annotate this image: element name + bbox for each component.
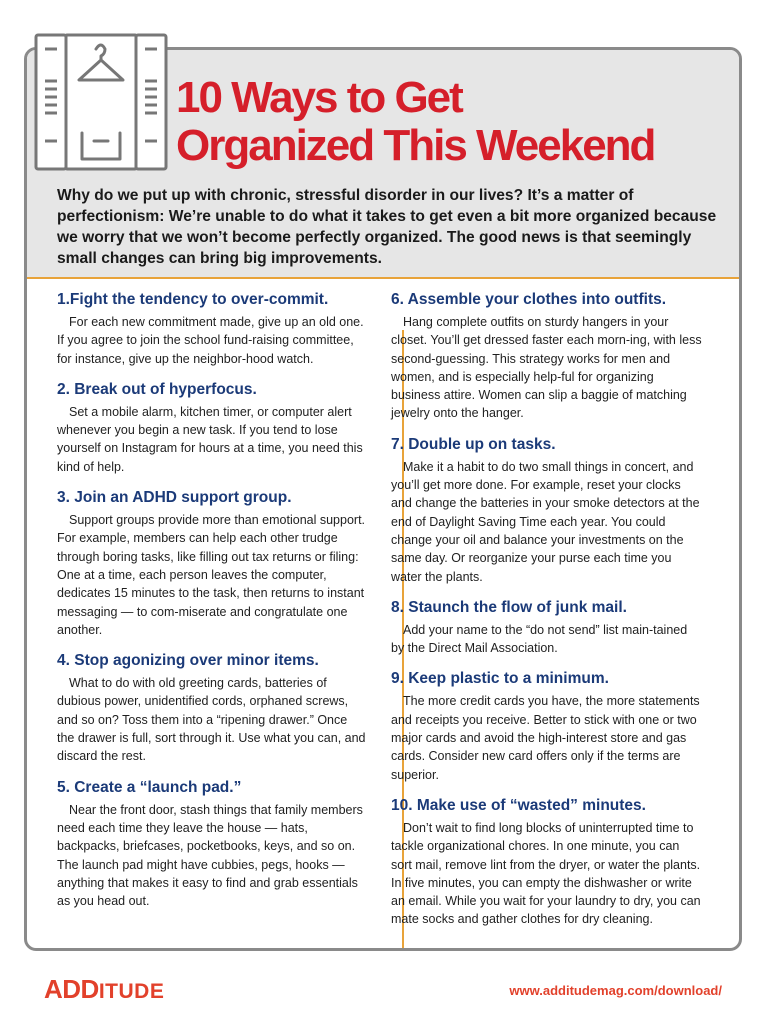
tip-heading: 8. Staunch the flow of junk mail. <box>391 598 627 616</box>
tip-7 <box>391 435 703 586</box>
tip-heading: 1.Fight the tendency to over-commit. <box>57 291 329 308</box>
logo-big: ADD <box>44 974 99 1004</box>
tip-10 <box>391 796 703 929</box>
closet-hanger-icon <box>34 31 168 171</box>
tip-body: Support groups provide more than emotional support. For example, members can help each other trudge through boring tasks, like filling out tax returns or filing: One at a time, each person leaves the computer, dedicates 15 minutes to the task, then returns to instant messaging — to com-miserate and congratulate one another. <box>57 513 366 637</box>
tip-heading: 2. Break out of hyperfocus. <box>57 380 257 398</box>
tip-body: The more credit cards you have, the more statements and receipts you receive. Better to stick with one or two major cards and avoid the high-interest store and gas cards. Consider new card offers only if the terms are superior. <box>391 694 700 782</box>
download-url-link[interactable]: www.additudemag.com/download/ <box>509 983 722 998</box>
tip-body: Make it a habit to do two small things in concert, and you’ll get more done. For example, reset your clocks and change the batteries in your smoke detectors at the end of Daylight Saving Time each year. You could change your oil and balance your investments on the same day. Or reorganize your purse each time you water the plants. <box>391 459 700 584</box>
title-line-2: Organized This Weekend <box>176 121 655 170</box>
right-column <box>391 290 703 941</box>
tip-body: Don’t wait to find long blocks of uninterrupted time to tackle organizational chores. In one minute, you can sort mail, remove lint from the dryer, or water the plants. In five minutes, you can empty the dishwasher or write an email. While you wait for your laundry to dry, you can mate socks and gather clothes for dry cleaning. <box>391 820 701 927</box>
tip-body: Add your name to the “do not send” list main-tained by the Direct Mail Association. <box>391 622 688 656</box>
tip-heading: 10. Make use of “wasted” minutes. <box>391 796 646 814</box>
tip-8 <box>391 598 703 658</box>
tip-heading: 4. Stop agonizing over minor items. <box>57 652 319 670</box>
additude-logo <box>44 974 164 1007</box>
tip-5 <box>57 778 367 911</box>
tip-body: For each new commitment made, give up an old one. If you agree to join the school fund-raising committee, for instance, give up the neighbor-hood watch. <box>57 315 364 366</box>
intro-paragraph: Why do we put up with chronic, stressful disorder in our lives? It’s a matter of perfectionism: We’re unable to do what it takes to get even a bit more organized because we worry that we won’t become perfectly organized. The good news is that seemingly small changes can bring big improvements. <box>57 187 717 267</box>
page-title <box>176 74 654 170</box>
tip-2 <box>57 380 367 476</box>
tip-3 <box>57 488 367 639</box>
tip-4 <box>57 651 367 765</box>
tip-heading: 7. Double up on tasks. <box>391 435 556 453</box>
tip-1 <box>57 290 367 368</box>
tip-heading: 3. Join an ADHD support group. <box>57 489 292 507</box>
tip-9 <box>391 669 703 783</box>
tip-body: What to do with old greeting cards, batteries of dubious power, unidentified cords, orphaned screws, and so on? Toss them into a “ripening drawer.” Once the drawer is full, sort through it. Use what you can, and discard the rest. <box>57 676 366 764</box>
tip-6 <box>391 290 703 423</box>
tip-heading: 9. Keep plastic to a minimum. <box>391 670 609 688</box>
tip-body: Hang complete outfits on sturdy hangers in your closet. You’ll get dressed faster each morn-ing, with less second-guessing. This strategy works for men and women, and is especially help-ful for organizing business attire. Women can slip a baggie of matching jewelry onto the hanger. <box>391 315 702 421</box>
tip-heading: 5. Create a “launch pad.” <box>57 778 242 796</box>
left-column <box>57 290 367 922</box>
tip-body: Near the front door, stash things that family members need each time they leave the house — hats, backpacks, briefcases, pocketbooks, keys, and so on. The launch pad might have cubbies, pegs, hooks — anything that makes it easy to find and grab essentials as you head out. <box>57 802 363 909</box>
tip-body: Set a mobile alarm, kitchen timer, or computer alert whenever you begin a new task. If you tend to lose yourself on Instagram for hours at a time, you need this kind of help. <box>57 404 363 474</box>
logo-small: ITUDE <box>98 980 165 1003</box>
tip-heading: 6. Assemble your clothes into outfits. <box>391 291 667 308</box>
title-line-1: 10 Ways to Get <box>176 73 462 122</box>
